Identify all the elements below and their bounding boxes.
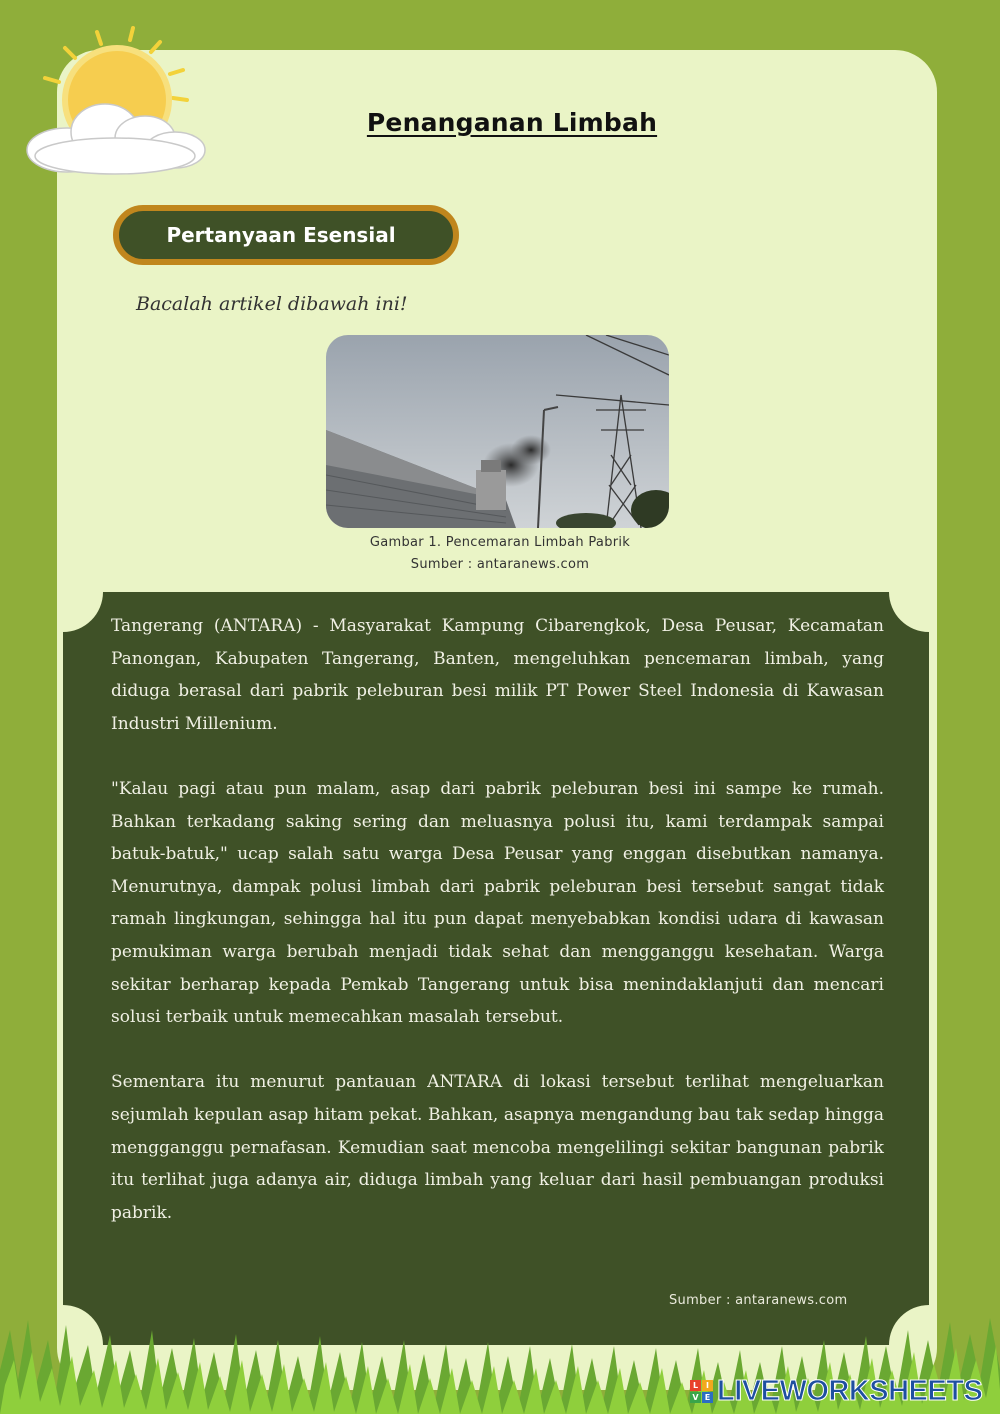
article-body [111, 610, 884, 1262]
page-title: Penanganan Limbah [366, 108, 658, 137]
logo-letter: V [690, 1392, 701, 1403]
article-paragraph: Sementara itu menurut pantauan ANTARA di lokasi tersebut terlihat mengeluarkan sejumlah kepulan asap hitam pekat. Bahkan, asapnya mengandung bau tak sedap hingga mengganggu pernafasan. Kemudian saat mencoba mengelilingi sekitar bangunan pabrik itu terlihat juga adanya air, diduga limbah yang keluar dari hasil pembuangan produksi pabrik. [111, 1072, 884, 1223]
article-paragraph: "Kalau pagi atau pun malam, asap dari pabrik peleburan besi ini sampe ke rumah. Bahkan terkadang saking sering dan meluasnya polusi itu, kami terdampak sampai batuk-batuk," ucap salah satu warga Desa Peusar yang enggan disebutkan namanya. Menurutnya, dampak polusi limbah dari pabrik peleburan besi tersebut sangat tidak ramah lingkungan, sehingga hal itu pun dapat menyebabkan kondisi udara di kawasan pemukiman warga berubah menjadi tidak sehat dan mengganggu kesehatan. Warga sekitar berharap kepada Pemkab Tangerang untuk bisa menindaklanjuti dan mencari solusi terbaik untuk memecahkan masalah tersebut. [111, 778, 884, 1028]
liveworksheets-brand [690, 1374, 982, 1408]
logo-letter: E [702, 1392, 713, 1403]
figure-caption-text: Gambar 1. Pencemaran Limbah Pabrik [369, 535, 631, 550]
figure-source: Sumber : antaranews.com [410, 557, 590, 572]
figure-caption [300, 532, 700, 576]
section-badge-label: Pertanyaan Esensial [166, 223, 396, 247]
sun-cloud-icon [15, 20, 215, 180]
article-source: Sumber : antaranews.com [669, 1293, 848, 1308]
instruction-text: Bacalah artikel dibawah ini! [136, 293, 408, 315]
article-paragraph: Tangerang (ANTARA) - Masyarakat Kampung Cibarengkok, Desa Peusar, Kecamatan Panongan, Kabupaten Tangerang, Banten, mengeluhkan pencemaran limbah, yang diduga berasal dari pabrik peleburan besi milik PT Power Steel Indonesia di Kawasan Industri Millenium. [111, 616, 884, 734]
logo-letter: I [702, 1380, 713, 1391]
factory-photo [326, 335, 669, 528]
liveworksheets-logo-icon [690, 1380, 713, 1403]
logo-letter: L [690, 1380, 701, 1391]
section-badge [113, 205, 459, 265]
liveworksheets-wordmark: LIVEWORKSHEETS [717, 1374, 983, 1407]
